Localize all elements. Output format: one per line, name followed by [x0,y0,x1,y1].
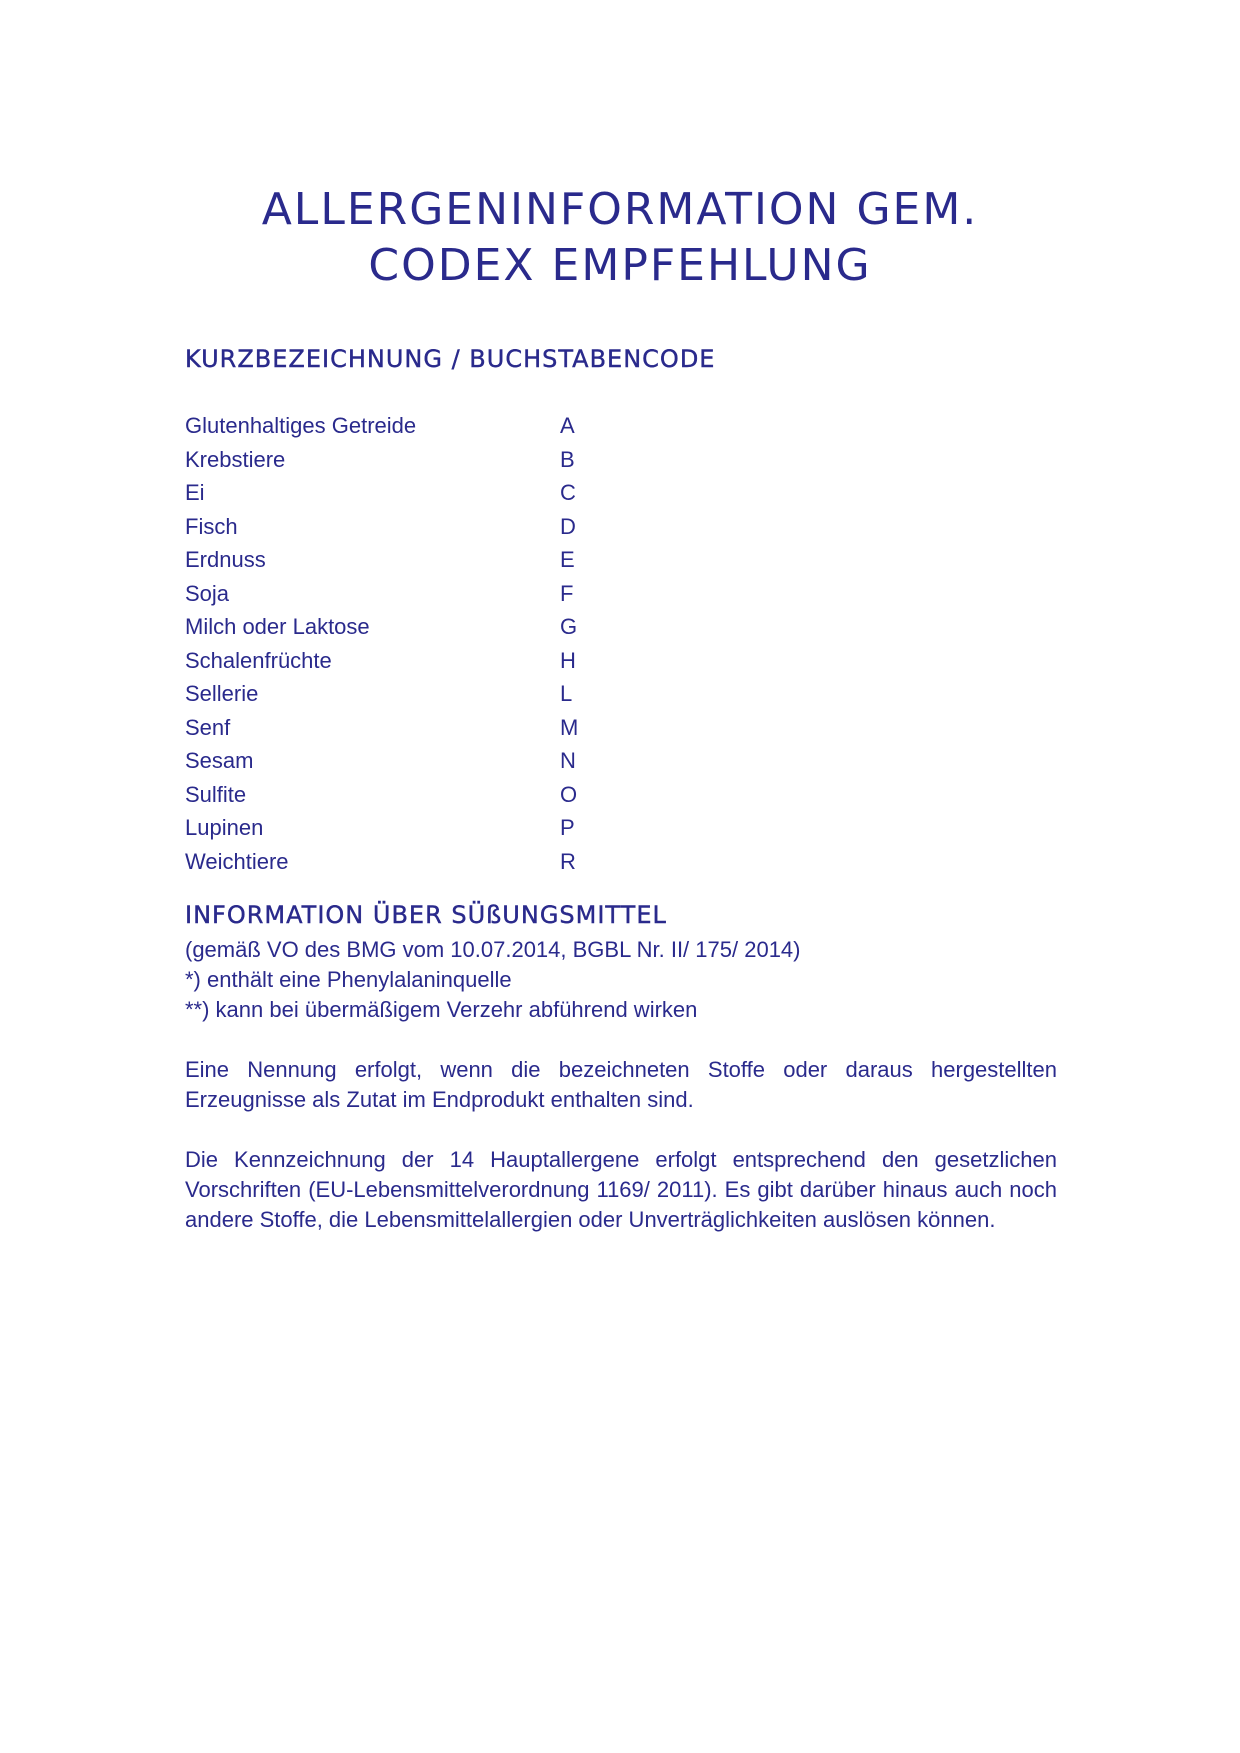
naming-paragraph: Eine Nennung erfolgt, wenn die bezeichneten Stoffe oder daraus hergestellten Erzeugnisse als Zutat im Endprodukt enthalten sind. [185,1057,1057,1112]
page-title-line-2: CODEX EMPFEHLUNG [368,240,872,291]
sweeteners-footnote-2: **) kann bei übermäßigem Verzehr abführend wirken [185,997,698,1022]
allergen-name: Glutenhaltiges Getreide [185,413,417,438]
allergen-code: A [560,413,575,438]
sweeteners-regulation-line: (gemäß VO des BMG vom 10.07.2014, BGBL Nr. II/ 175/ 2014) [185,937,801,962]
allergen-code: P [560,815,575,840]
sweeteners-notes [185,935,1065,1025]
labelling-paragraph: Die Kennzeichnung der 14 Hauptallergene erfolgt entsprechend den gesetzlichen Vorschriften (EU-Lebensmittelverordnung 1169/ 2011). Es gibt darüber hinaus auch noch andere Stoffe, die Lebensmittelallergien oder Unverträglichkeiten auslösen können. [185,1147,1057,1232]
allergen-code: M [560,714,579,740]
allergen-name: Sulfite [185,781,247,807]
allergen-row [185,744,685,778]
allergen-row [185,610,685,644]
allergen-name: Fisch [185,513,238,539]
allergen-name: Ei [185,480,205,505]
allergen-code: R [560,848,576,874]
allergen-code: L [560,681,573,706]
allergen-row [185,543,685,577]
sweeteners-heading: INFORMATION ÜBER SÜßUNGSMITTEL [185,901,667,929]
allergen-row [185,778,685,812]
allergen-code: C [560,480,576,505]
allergen-name: Soja [185,580,230,606]
allergen-row [185,811,685,845]
allergen-list [185,409,685,878]
allergen-row [185,409,685,443]
allergen-name: Erdnuss [185,547,266,572]
allergen-code: B [560,446,575,472]
allergen-code: H [560,647,576,673]
allergen-row [185,711,685,745]
allergen-code: D [560,513,576,539]
allergen-code: O [560,781,578,807]
allergen-row [185,476,685,510]
allergen-name: Sellerie [185,681,259,706]
allergen-row [185,845,685,879]
allergen-code: N [560,748,576,773]
sweeteners-footnote-1: *) enthält eine Phenylalaninquelle [185,967,512,992]
allergen-name: Milch oder Laktose [185,614,370,639]
allergen-row [185,677,685,711]
allergen-name: Schalenfrüchte [185,647,332,673]
allergen-row [185,510,685,544]
allergen-row [185,443,685,477]
codes-heading: KURZBEZEICHNUNG / BUCHSTABENCODE [185,345,716,373]
allergen-row [185,644,685,678]
allergen-name: Lupinen [185,815,264,840]
allergen-code: G [560,614,578,639]
allergen-name: Weichtiere [185,848,289,874]
allergen-code: E [560,547,575,572]
allergen-name: Krebstiere [185,446,286,472]
allergen-row [185,577,685,611]
page-title [0,182,1240,294]
allergen-name: Senf [185,714,231,740]
allergen-code: F [560,580,574,606]
page-title-line-1: ALLERGENINFORMATION GEM. [261,184,979,235]
allergen-name: Sesam [185,748,254,773]
